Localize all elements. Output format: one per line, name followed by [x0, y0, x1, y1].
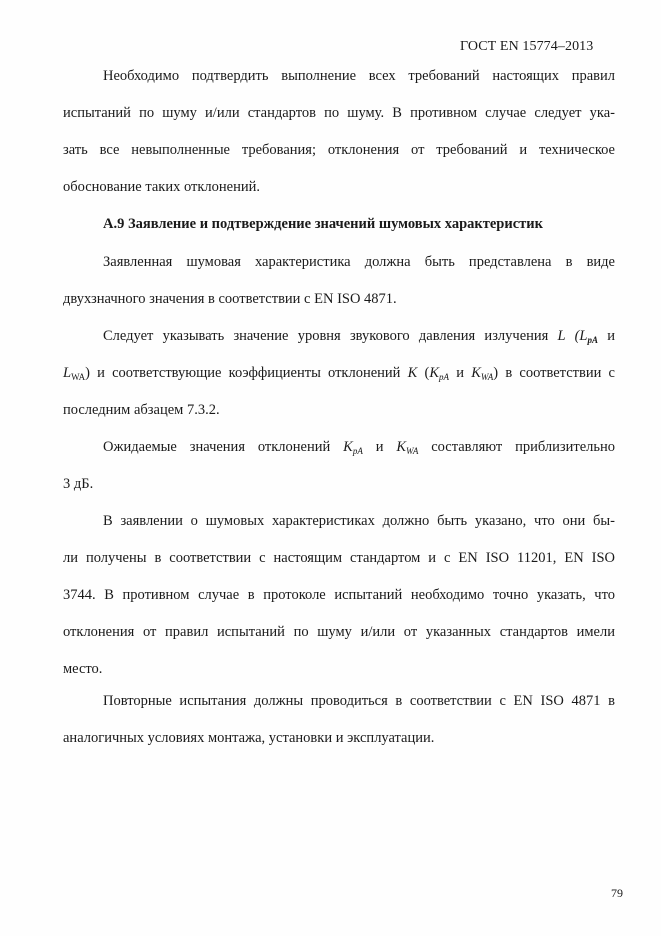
subscript-pA: pA [439, 372, 450, 382]
symbol-KpA: K [429, 365, 440, 381]
paragraph-line: зать все невыполненные требования; отклонения от требований и техническое [63, 142, 615, 158]
paragraph-statement-compliance [63, 503, 615, 688]
paragraph-line: 3 дБ. [63, 476, 94, 492]
document-code: ГОСТ EN 15774–2013 [460, 39, 594, 54]
paragraph-line [63, 318, 615, 355]
paragraph-repeat-tests [63, 683, 615, 757]
section-heading-text: А.9 Заявление и подтверждение значений шумовых характеристик [103, 216, 543, 232]
subscript-pA: pA [352, 446, 363, 456]
text-run: ) в соответствии с [493, 365, 615, 381]
paragraph-line: место. [63, 661, 103, 677]
paragraph-requirements [63, 58, 615, 206]
page-number: 79 [611, 886, 623, 900]
paragraph-line: $L_{WA}$) и соответствующие коэффициенты отклонений K ($K_{pA}$ и $K_{WA}$) в соответствии с [63, 365, 615, 382]
paragraph-line: обоснование таких отклонений. [63, 179, 261, 195]
paragraph-declared-value [63, 244, 615, 318]
paragraph-expected-deviations [63, 429, 615, 503]
symbol-KpA: K [343, 439, 353, 455]
symbol-LWA: L [63, 365, 72, 381]
symbol-KWA: K [396, 439, 406, 455]
text-run: составляют приблизительно [431, 439, 615, 455]
text-run: и [598, 328, 615, 344]
paragraph-line: Необходимо подтвердить выполнение всех требований настоящих правил [103, 68, 615, 84]
paragraph-line: аналогичных условиях монтажа, установки и эксплуатации. [63, 730, 435, 746]
subscript-pA: pA [587, 335, 599, 345]
text-run: ( [565, 328, 580, 344]
paragraph-line: Повторные испытания должны проводиться в соответствии с EN ISO 4871 в [103, 693, 615, 709]
text-run: и [375, 439, 384, 455]
paragraph-line: двухзначного значения в соответствии с EN ISO 4871. [63, 291, 397, 307]
paragraph-sound-levels [63, 318, 615, 429]
subscript-WA: WA [406, 446, 419, 456]
symbol-L: L [557, 328, 566, 344]
paragraph-line: ли получены в соответствии с настоящим стандартом и с EN ISO 11201, EN ISO [63, 550, 615, 566]
section-heading [63, 206, 615, 243]
paragraph-line: Заявленная шумовая характеристика должна быть представлена в виде [103, 254, 615, 270]
paragraph-line: последним абзацем 7.3.2. [63, 402, 220, 418]
text-run: и [449, 365, 472, 381]
text-run: Следует указывать значение уровня звукового давления излучения [103, 328, 558, 344]
text-run: Ожидаемые значения отклонений [103, 439, 331, 455]
symbol-KWA: K [471, 365, 481, 381]
paragraph-line [63, 429, 615, 466]
symbol-LpA: L [579, 328, 588, 344]
paragraph-line: отклонения от правил испытаний по шуму и/или от указанных стандартов имели [63, 624, 615, 640]
text-run: ) и соответствующие коэффициенты отклонений [85, 365, 408, 381]
symbol-K: K [407, 365, 418, 381]
paragraph-line: 3744. В противном случае в протоколе испытаний необходимо точно указать, что [63, 587, 615, 603]
subscript-WA: WA [480, 372, 494, 382]
paragraph-line: испытаний по шуму и/или стандартов по шуму. В противном случае следует ука- [63, 105, 615, 121]
subscript-WA: WA [71, 372, 86, 382]
paragraph-line: В заявлении о шумовых характеристиках должно быть указано, что они бы- [103, 513, 615, 529]
